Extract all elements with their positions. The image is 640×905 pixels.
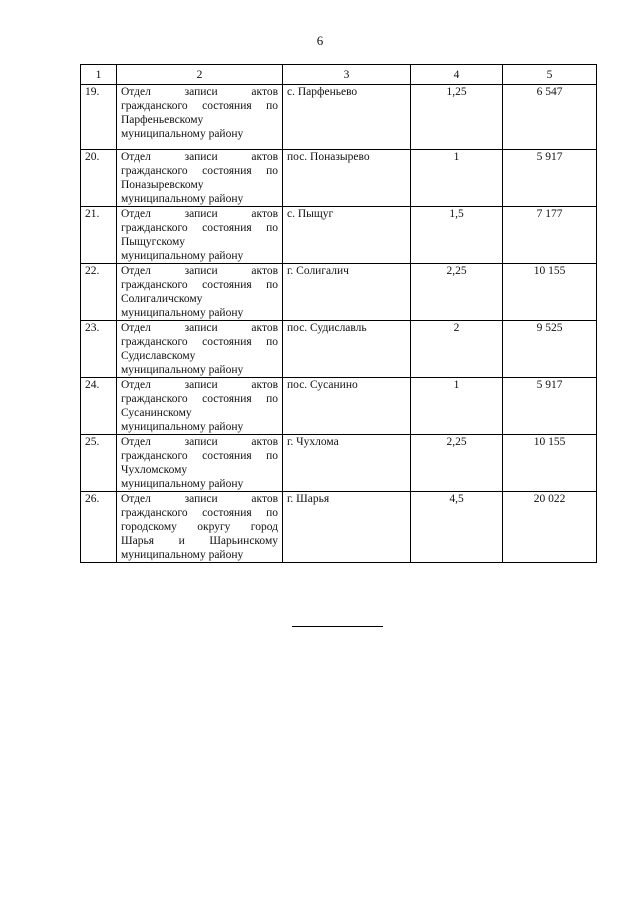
amount: 5 917 [503,378,597,435]
table-body [81,85,597,563]
department-name-line: Сусанинскому [121,407,192,419]
table-row [81,207,597,264]
department-name [117,207,283,264]
row-number: 22. [81,264,117,321]
location: пос. Поназырево [283,150,411,207]
amount: 20 022 [503,492,597,563]
staff-rate: 1 [411,150,503,207]
department-name-line: Отдел записи актов [121,151,278,163]
staff-rate: 2,25 [411,264,503,321]
table-row [81,435,597,492]
department-name-line: муниципальному району [121,478,244,490]
department-name-line: муниципальному району [121,364,244,376]
department-name-line: гражданского состояния по [121,507,278,519]
department-name [117,435,283,492]
department-name [117,85,283,150]
staff-rate: 1,5 [411,207,503,264]
location: пос. Сусанино [283,378,411,435]
department-name-line: муниципальному району [121,193,244,205]
row-number: 23. [81,321,117,378]
table-row [81,150,597,207]
department-name-line: Отдел записи актов [121,379,278,391]
row-number: 26. [81,492,117,563]
department-name [117,150,283,207]
table-row [81,378,597,435]
row-number: 25. [81,435,117,492]
header-row [81,65,597,85]
department-name-line: Отдел записи актов [121,436,278,448]
staff-rate: 1 [411,378,503,435]
department-name-line: муниципальному району [121,549,244,561]
header-col-location: 3 [283,65,411,85]
department-name-line: Отдел записи актов [121,208,278,220]
amount: 6 547 [503,85,597,150]
department-name [117,321,283,378]
staff-rate: 1,25 [411,85,503,150]
row-number: 24. [81,378,117,435]
location: с. Пыщуг [283,207,411,264]
department-name-line: гражданского состояния по [121,450,278,462]
table-row [81,321,597,378]
department-name-line: муниципальному району [121,128,244,140]
table-row [81,264,597,321]
staff-rate: 4,5 [411,492,503,563]
row-number: 21. [81,207,117,264]
department-name-line: гражданского состояния по [121,165,278,177]
department-name [117,378,283,435]
page-number: 6 [316,33,324,48]
department-name-line: Поназыревскому [121,179,204,191]
amount: 10 155 [503,264,597,321]
amount: 5 917 [503,150,597,207]
location: г. Солигалич [283,264,411,321]
staff-rate: 2,25 [411,435,503,492]
department-name-line: Шарья и Шарьинскому [121,535,278,547]
header-col-department: 2 [117,65,283,85]
location: с. Парфеньево [283,85,411,150]
header-col-number: 1 [81,65,117,85]
department-name [117,492,283,563]
department-name-line: Солигаличскому [121,293,203,305]
department-name-line: гражданского состояния по [121,393,278,405]
department-name-line: Отдел записи актов [121,493,278,505]
department-name-line: Отдел записи актов [121,86,278,98]
location: пос. Судиславль [283,321,411,378]
table-row [81,492,597,563]
department-name-line: Отдел записи актов [121,265,278,277]
table-header [81,65,597,85]
department-name-line: гражданского состояния по [121,222,278,234]
amount: 10 155 [503,435,597,492]
department-name-line: Пыщугскому [121,236,186,248]
location: г. Чухлома [283,435,411,492]
location: г. Шарья [283,492,411,563]
department-name-line: Отдел записи актов [121,322,278,334]
department-name-line: городскому округу город [121,521,278,533]
amount: 9 525 [503,321,597,378]
department-name-line: гражданского состояния по [121,279,278,291]
department-name-line: муниципальному району [121,307,244,319]
department-name-line: гражданского состояния по [121,336,278,348]
registry-table [80,64,597,563]
row-number: 19. [81,85,117,150]
header-col-rate: 4 [411,65,503,85]
department-name-line: муниципальному району [121,250,244,262]
amount: 7 177 [503,207,597,264]
row-number: 20. [81,150,117,207]
table-row [81,85,597,150]
department-name-line: гражданского состояния по [121,100,278,112]
department-name [117,264,283,321]
department-name-line: Судиславскому [121,350,196,362]
closing-divider [292,626,383,627]
staff-rate: 2 [411,321,503,378]
header-col-total: 5 [503,65,597,85]
department-name-line: муниципальному району [121,421,244,433]
department-name-line: Парфеньевскому [121,114,204,126]
department-name-line: Чухломскому [121,464,188,476]
